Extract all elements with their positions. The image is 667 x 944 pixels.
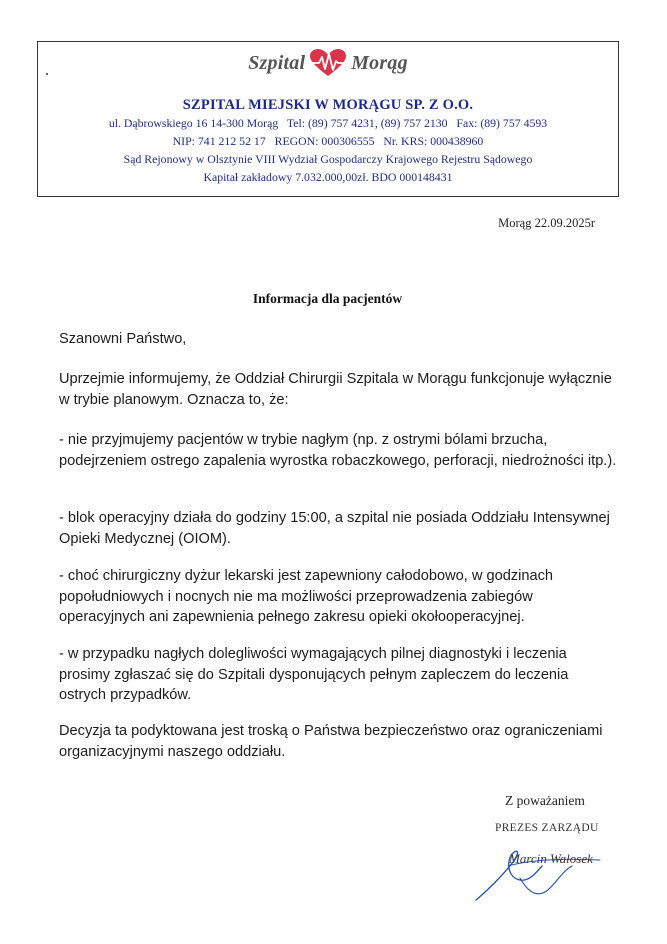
greeting: Szanowni Państwo, (59, 331, 187, 347)
hospital-name: SZPITAL MIEJSKI W MORĄGU SP. Z O.O. (182, 97, 474, 113)
point-emergency: - nie przyjmujemy pacjentów w trybie nagłym (np. z ostrymi bólami brzucha, podejrzeniem ostrego zapalenia wyrostka robaczkowego, perforacji, niedrożności itp.). (59, 432, 617, 469)
point-operating-block: - blok operacyjny działa do godziny 15:00, a szpital nie posiada Oddziału Intensywnej Opieki Medycznej (OIOM). (59, 510, 610, 547)
handwritten-signature (468, 830, 628, 910)
court-line: Sąd Rejonowy w Olsztynie VIII Wydział Gospodarczy Krajowego Rejestru Sądowego (123, 152, 533, 166)
hospital-logo (38, 48, 618, 78)
letterhead (37, 41, 619, 197)
logo-word-right: Morąg (351, 51, 408, 74)
logo-word-left: Szpital (248, 51, 306, 74)
capital-line: Kapitał zakładowy 7.032.000,00zł. BDO 000148431 (203, 170, 453, 184)
heart-pulse-icon (306, 48, 350, 78)
address-line: ul. Dąbrowskiego 16 14-300 Morąg Tel: (89) 757 4231, (89) 757 2130 Fax: (89) 757 4593 (108, 116, 548, 130)
closing-salutation: Z poważaniem (505, 793, 585, 808)
signatory-role: PREZES ZARZĄDU (495, 822, 599, 834)
signatory-name: Marcin Walosek (509, 851, 593, 866)
letter-date: Morąg 22.09.2025r (498, 216, 595, 230)
intro-paragraph: Uprzejmie informujemy, że Oddział Chirurgii Szpitala w Morągu funkcjonuje wyłącznie w trybie planowym. Oznacza to, że: (59, 371, 612, 408)
document-title: Informacja dla pacjentów (252, 291, 403, 306)
closing-paragraph: Decyzja ta podyktowana jest troską o Państwa bezpieczeństwo oraz ograniczeniami organizacyjnymi naszego oddziału. (59, 723, 603, 760)
registry-line: NIP: 741 212 52 17 REGON: 000306555 Nr. KRS: 000438960 (172, 134, 484, 148)
point-referral: - w przypadku nagłych dolegliwości wymagających pilnej diagnostyki i leczenia prosimy zgłaszać się do Szpitali dysponujących pełnym zapleczem do leczenia ostrych przypadków. (59, 646, 569, 703)
point-duty: - choć chirurgiczny dyżur lekarski jest zapewniony całodobowo, w godzinach popołudniowych i nocnych nie ma możliwości przeprowadzenia zabiegów operacyjnych ani zapewnienia pełnego zakresu opieki okołooperacyjnej. (59, 568, 553, 625)
